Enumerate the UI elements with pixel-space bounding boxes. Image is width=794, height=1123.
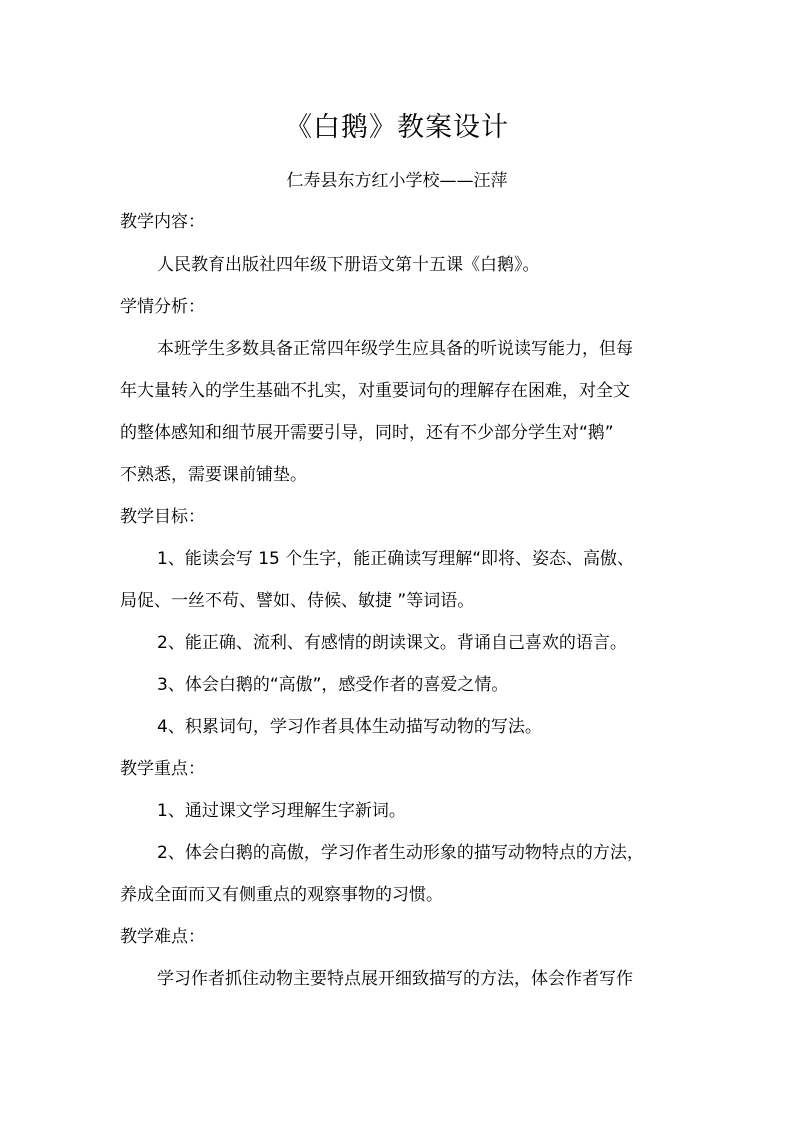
goal-item: 2、能正确、流利、有感情的朗读课文。背诵自己喜欢的语言。 bbox=[157, 633, 627, 653]
goal-item: 4、积累词句，学习作者具体生动描写动物的写法。 bbox=[157, 717, 542, 737]
analysis-line: 本班学生多数具备正常四年级学生应具备的听说读写能力，但每 bbox=[157, 339, 633, 359]
section-heading-difficulties: 教学难点： bbox=[120, 927, 205, 947]
analysis-line: 的整体感知和细节展开需要引导，同时，还有不少部分学生对“鹅” bbox=[120, 423, 614, 443]
section-heading-content: 教学内容： bbox=[120, 212, 205, 232]
analysis-line: 不熟悉，需要课前铺垫。 bbox=[120, 465, 307, 485]
document-title: 《白鹅》教案设计 bbox=[285, 112, 509, 143]
key-point-item: 2、体会白鹅的高傲，学习作者生动形象的描写动物特点的方法， bbox=[157, 843, 644, 863]
goal-item: 3、体会白鹅的“高傲”，感受作者的喜爱之情。 bbox=[157, 675, 509, 695]
difficulty-line: 学习作者抓住动物主要特点展开细致描写的方法，体会作者写作 bbox=[157, 969, 633, 989]
key-point-item-continued: 养成全面而又有侧重点的观察事物的习惯。 bbox=[120, 885, 443, 905]
analysis-line: 年大量转入的学生基础不扎实，对重要词句的理解存在困难，对全文 bbox=[120, 381, 630, 401]
goal-item: 1、能读会写 15 个生字，能正确读写理解“即将、姿态、高傲、 bbox=[157, 549, 635, 569]
document-subtitle: 仁寿县东方红小学校——汪萍 bbox=[286, 171, 508, 191]
section-heading-analysis: 学情分析： bbox=[120, 297, 205, 317]
section-heading-key-points: 教学重点： bbox=[120, 759, 205, 779]
section-heading-goals: 教学目标： bbox=[120, 507, 205, 527]
content-text: 人民教育出版社四年级下册语文第十五课《白鹅》。 bbox=[157, 255, 540, 275]
key-point-item: 1、通过课文学习理解生字新词。 bbox=[157, 801, 406, 821]
goal-item-continued: 局促、一丝不苟、譬如、侍候、敏捷 ”等词语。 bbox=[120, 591, 475, 611]
